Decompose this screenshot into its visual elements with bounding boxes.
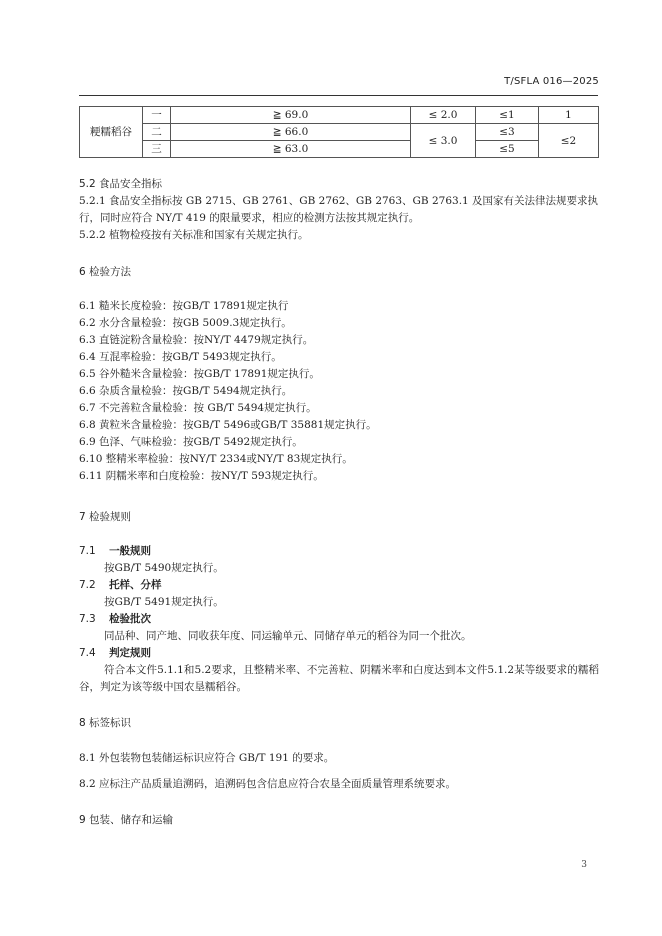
list-item: 6.1 糙米长度检验：按GB/T 17891规定执行 xyxy=(79,300,289,312)
subsection-number: 7.1 xyxy=(79,545,96,557)
subsection-number: 7.3 xyxy=(79,613,96,625)
grade-cell: 一 xyxy=(143,107,171,124)
list-item: 6.8 黄粒米含量检验：按GB/T 5496或GB/T 35881规定执行。 xyxy=(79,419,377,431)
paragraph-8-2: 8.2 应标注产品质量追溯码，追溯码包含信息应符合农垦全面质量管理系统要求。 xyxy=(79,778,457,790)
subsection-7-4-heading xyxy=(79,645,599,662)
list-item: 6.5 谷外糙米含量检验：按GB/T 17891规定执行。 xyxy=(79,368,320,380)
section-7-heading: 7 检验规则 xyxy=(79,511,132,523)
table-row xyxy=(80,141,599,158)
value-cell: ≧ 63.0 xyxy=(171,141,411,158)
subsection-7-2-heading xyxy=(79,577,599,594)
subsection-7-1-body: 按GB/T 5490规定执行。 xyxy=(104,562,224,574)
page-number: 3 xyxy=(581,860,587,870)
test-method-list xyxy=(79,298,599,485)
col4-cell: ≤1 xyxy=(476,107,539,124)
col5-cell: ≤2 xyxy=(539,124,599,158)
section-8-heading: 8 标签标识 xyxy=(79,717,132,729)
subsection-7-3-body: 同品种、同产地、同收获年度、同运输单元、同储存单元的稻谷为同一个批次。 xyxy=(104,630,472,642)
list-item: 6.6 杂质含量检验：按GB/T 5494规定执行。 xyxy=(79,385,293,397)
value-cell: ≧ 69.0 xyxy=(171,107,411,124)
col3-cell: ≤ 3.0 xyxy=(411,124,476,158)
subsection-title: 托样、分样 xyxy=(109,579,162,591)
subsection-number: 7.2 xyxy=(79,579,96,591)
document-id: T/SFLA 016—2025 xyxy=(504,76,599,87)
list-item: 6.7 不完善粒含量检验：按 GB/T 5494规定执行。 xyxy=(79,402,317,414)
value-cell: ≧ 66.0 xyxy=(171,124,411,141)
subsection-7-1-heading xyxy=(79,543,599,560)
paragraph-5-2-1: 5.2.1 食品安全指标按 GB 2715、GB 2761、GB 2762、GB 2763、GB 2763.1 及国家有关法律法规要求执行，同时应符合 NY/T 419 的限量要求，相应的检测方法按其规定执行。 xyxy=(79,195,599,224)
subsection-title: 一般规则 xyxy=(109,545,152,557)
paragraph-8-1: 8.1 外包装物包装储运标识应符合 GB/T 191 的要求。 xyxy=(79,752,335,764)
section-6-heading: 6 检验方法 xyxy=(79,266,132,278)
section-9-heading: 9 包装、储存和运输 xyxy=(79,814,174,826)
table-row xyxy=(80,124,599,141)
col3-cell: ≤ 2.0 xyxy=(411,107,476,124)
grade-cell: 三 xyxy=(143,141,171,158)
list-item: 6.2 水分含量检验：按GB 5009.3规定执行。 xyxy=(79,317,292,329)
col4-cell: ≤5 xyxy=(476,141,539,158)
subsection-7-4-body: 符合本文件5.1.1和5.2要求，且整精米率、不完善粒、阴糯米率和白度达到本文件5.1.2某等级要求的糯稻谷，判定为该等级中国农垦糯稻谷。 xyxy=(79,664,599,693)
table-row xyxy=(80,107,599,124)
grade-cell: 二 xyxy=(143,124,171,141)
list-item: 6.4 互混率检验：按GB/T 5493规定执行。 xyxy=(79,351,282,363)
list-item: 6.10 整精米率检验：按NY/T 2334或NY/T 83规定执行。 xyxy=(79,453,353,465)
subsection-title: 检验批次 xyxy=(109,613,152,625)
list-item: 6.11 阴糯米率和白度检验：按NY/T 593规定执行。 xyxy=(79,470,324,482)
list-item: 6.9 色泽、气味检验：按GB/T 5492规定执行。 xyxy=(79,436,303,448)
subsection-7-3-heading xyxy=(79,611,599,628)
paragraph-5-2-2: 5.2.2 植物检疫按有关标准和国家有关规定执行。 xyxy=(79,229,309,241)
subsection-number: 7.4 xyxy=(79,647,96,659)
header-rule xyxy=(79,95,598,96)
subsection-title: 判定规则 xyxy=(109,647,152,659)
col4-cell: ≤3 xyxy=(476,124,539,141)
list-item: 6.3 直链淀粉含量检验：按NY/T 4479规定执行。 xyxy=(79,334,314,346)
category-cell: 粳糯稻谷 xyxy=(80,107,143,158)
col5-cell: 1 xyxy=(539,107,599,124)
subsection-7-2-body: 按GB/T 5491规定执行。 xyxy=(104,596,224,608)
grade-table xyxy=(79,106,599,158)
section-5-2-heading: 5.2 食品安全指标 xyxy=(79,178,163,190)
